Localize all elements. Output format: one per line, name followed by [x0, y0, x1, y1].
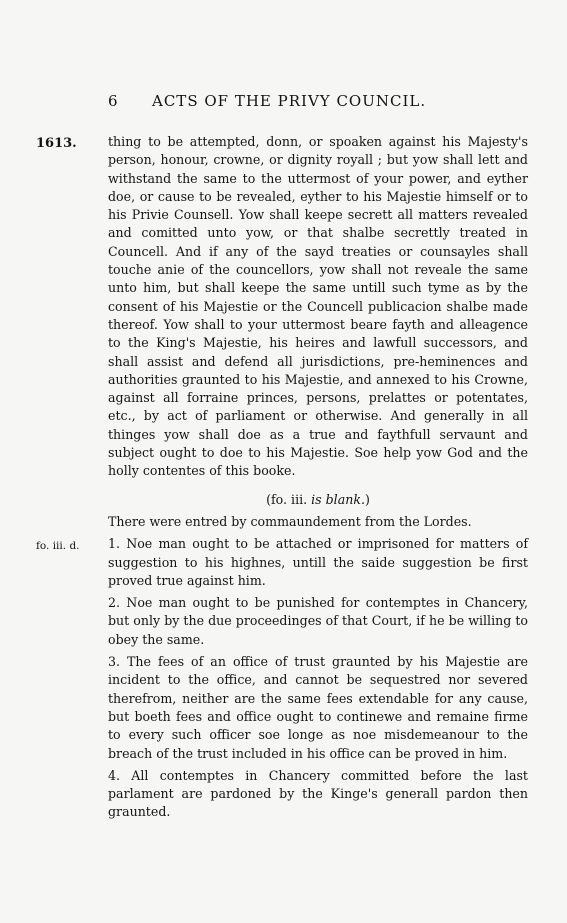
folio-note-suffix: )	[364, 491, 370, 507]
margin-folio: fo. iii. d.	[36, 540, 80, 552]
article-3: 3. The fees of an office of trust graunted by his Majestie are incident to the office, and cannot be sequestred nor severed therefrom, neither are the same fees extendable for any cause, but boeth fees and office ought to continewe and remaine firme to every such officer soe longe as noe misdemeanour to the breach of the trust included in his office can be proved in him.	[108, 654, 528, 761]
article-2: 2. Noe man ought to be punished for contemptes in Chancery, but only by the due proceedinges of that Court, if he be willing to obey the same.	[108, 595, 528, 647]
intro-paragraph: There were entred by commaundement from the Lordes.	[108, 513, 472, 529]
folio-note-prefix: (fo. iii.	[266, 491, 312, 507]
oath-paragraph: thing to be attempted, donn, or spoaken against his Majesty's person, honour, crowne, or dignity royall ; but yow shall lett and withstand the same to the uttermost of your power, and eyther doe, or cause to be revealed, eyther to his Majestie himself or to his Privie Counsell. Yow shall keepe secrett all matters revealed and comitted unto yow, or that shalbe secrettly treated in Councell. And if any of the sayd treaties or counsayles shall touche anie of the councellors, yow shall not reveale the same unto him, but shall keepe the same untill such tyme as by the consent of his Majestie or the Councell publicacion shalbe made thereof. Yow shall to your uttermost beare fayth and alleagence to the King's Majestie, his heires and lawfull successors, and shall assist and defend all jurisdictions, pre-heminences and authorities graunted to his Majestie, and annexed to his Crowne, against all forraine princes, persons, prelattes or potentates, etc., by act of parliament or otherwise. And generally in all thinges yow shall doe as a true and faythfull servaunt and subject ought to doe to his Majestie. Soe help yow God and the holly contentes of this booke.	[108, 134, 528, 479]
page-number: 6	[108, 92, 119, 110]
article-1: 1. Noe man ought to be attached or imprisoned for matters of suggestion to his highnes, untill the saide suggestion be first proved true against him.	[108, 536, 528, 588]
folio-blank-note	[108, 491, 528, 509]
article-4: 4. All contemptes in Chancery committed before the last parlament are pardoned by the Kinge's generall pardon then graunted.	[108, 767, 528, 820]
margin-year: 1613.	[36, 136, 77, 151]
page-body	[108, 133, 528, 822]
folio-note-italic: is blank.	[311, 491, 365, 507]
running-title: ACTS OF THE PRIVY COUNCIL.	[152, 92, 427, 110]
